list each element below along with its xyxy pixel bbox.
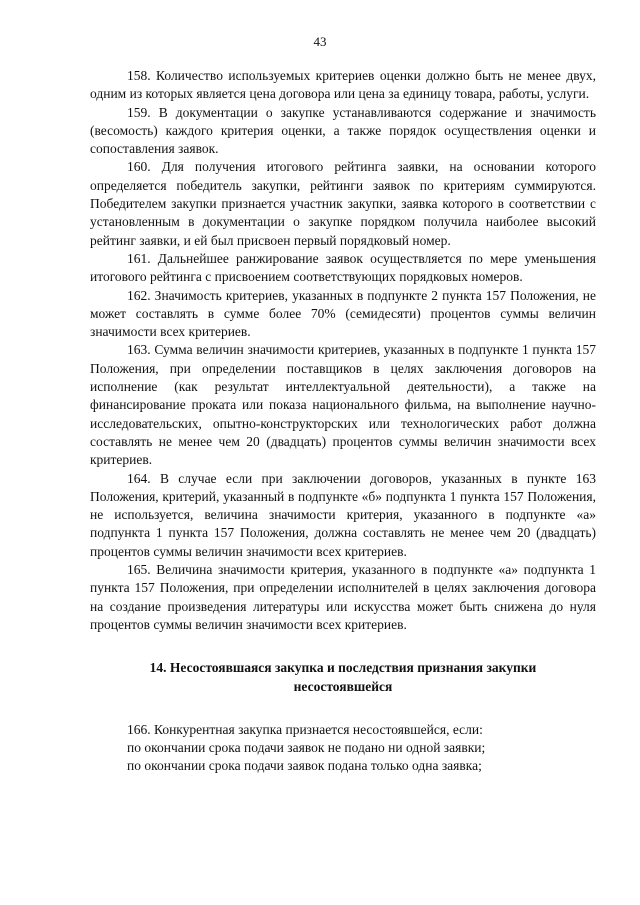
paragraph-166: 166. Конкурентная закупка признается несостоявшейся, если: <box>127 721 483 737</box>
paragraph-158: 158. Количество используемых критериев оценки должно быть не менее двух, одним из которых является цена договора или цена за единицу товара, работы, услуги. <box>90 68 596 102</box>
paragraph-165: 165. Величина значимости критерия, указанного в подпункте «а» подпункта 1 пункта 157 Положения, при определении исполнителей в целях заключения договора на создание произведения литературы или искусства может быть снижена до нуля процентов суммы величин значимости всех критериев. <box>90 562 596 632</box>
page-number: 43 <box>313 34 327 49</box>
list-item: по окончании срока подачи заявок подана только одна заявка; <box>127 758 482 774</box>
paragraph-159: 159. В документации о закупке устанавливаются содержание и значимость (весомость) каждого критерия оценки, а также порядок осуществления оценки и сопоставления заявок. <box>90 104 596 157</box>
list-item: по окончании срока подачи заявок не подано ни одной заявки; <box>127 740 486 756</box>
paragraph-162: 162. Значимость критериев, указанных в подпункте 2 пункта 157 Положения, не может составлять в сумме более 70% (семидесяти) процентов суммы величин значимости всех критериев. <box>90 287 596 340</box>
section-heading: 14. Несостоявшаяся закупка и последствия признания закупки несостоявшейся <box>149 660 537 694</box>
paragraph-164: 164. В случае если при заключении договоров, указанных в пункте 163 Положения, критерий, указанный в подпункте «б» подпункта 1 пункта 157 Положения, не используется, величина значимости критерия, указанного в подпункте «а» подпункта 1 пункта 157 Положения, должна составлять не менее чем 20 (двадцать) процентов суммы величин значимости всех критериев. <box>90 470 596 559</box>
paragraph-160: 160. Для получения итогового рейтинга заявки, на основании которого определяется победитель закупки, рейтинги заявок по критериям суммируются. Победителем закупки признается участник закупки, заявка которого в соответствии с установленным в документации о закупке порядком получила наиболее высокий рейтинг заявки, и ей был присвоен первый порядковый номер. <box>90 159 596 248</box>
paragraph-163: 163. Сумма величин значимости критериев, указанных в подпункте 1 пункта 157 Положения, при определении поставщиков в целях заключения договоров на исполнение (как результат интеллектуальной деятельности), а также на финансирование проката или показа национального фильма, на выполнение научно-исследовательских, опытно-конструкторских или технологических работ должна составлять не менее чем 20 (двадцать) процентов суммы величин значимости всех критериев. <box>90 342 596 468</box>
paragraph-161: 161. Дальнейшее ранжирование заявок осуществляется по мере уменьшения итогового рейтинга с присвоением соответствующих порядковых номеров. <box>90 250 596 285</box>
document-body <box>90 67 596 776</box>
